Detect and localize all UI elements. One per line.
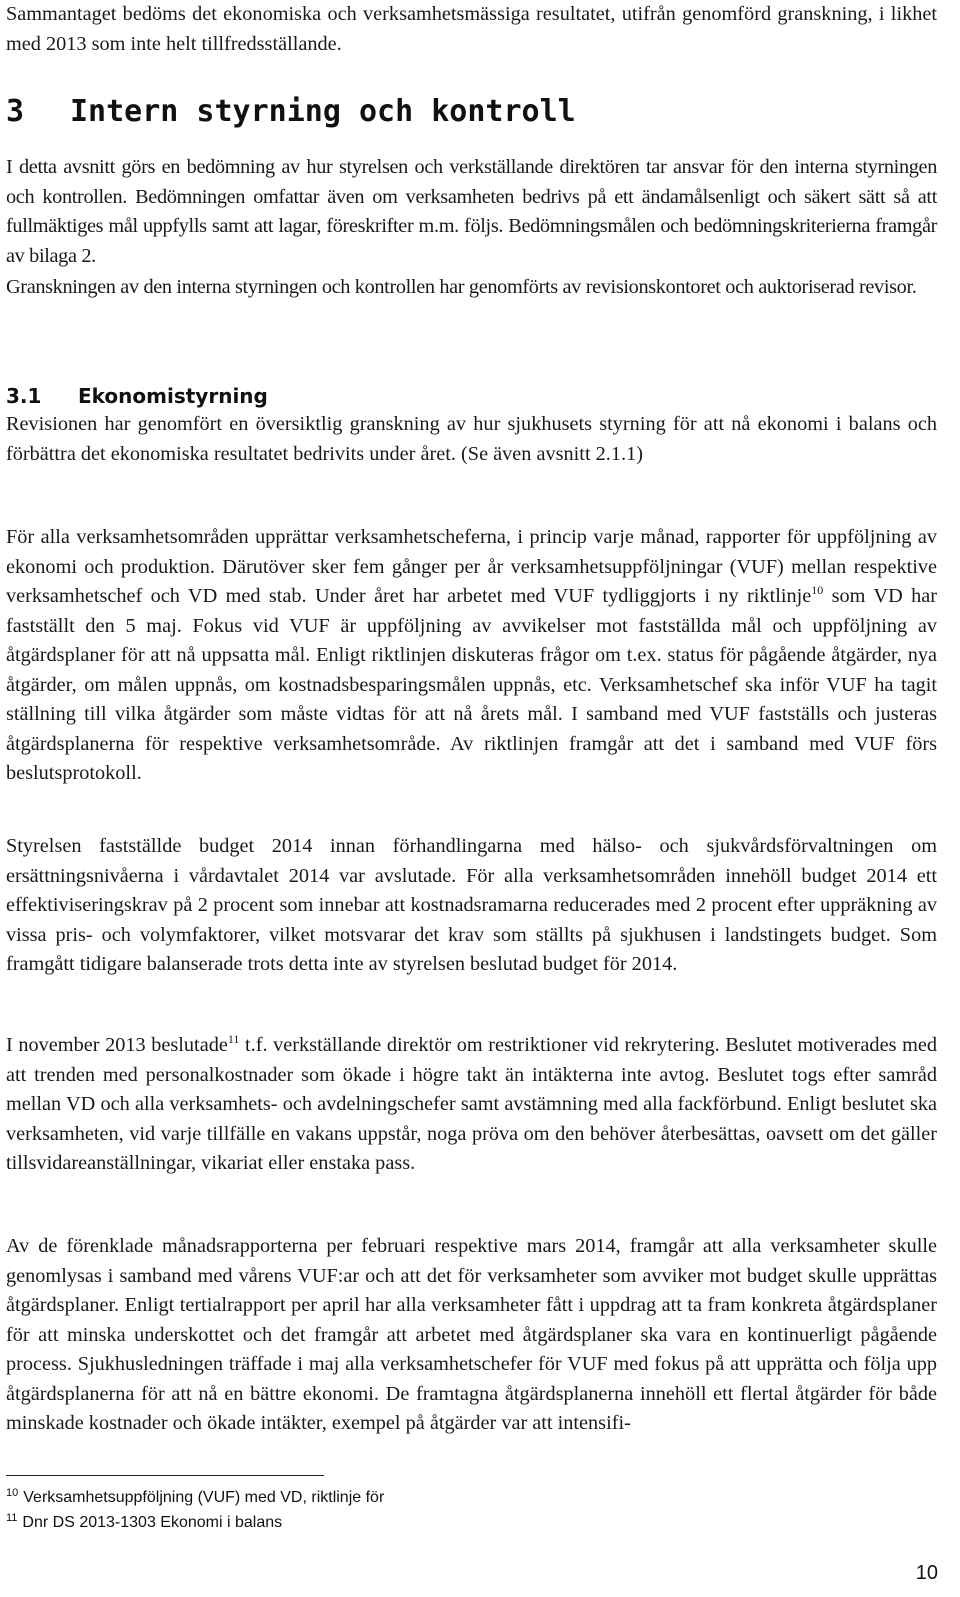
paragraph-text: som VD har fastställt den 5 maj. Fokus vid VUF är uppföljning av avvikelser mot fastställda mål och uppföljning av åtgärdsplaner för att nå uppsatta mål. Enligt riktlinjen diskuteras frågor om t.ex. status för pågående åtgärder, nya åtgärder, om målen uppnås, om kostnadsbesparingsmålen uppnås, etc. Verksamhetschef ska inför VUF ha tagit ställning till vilka åtgärder som måste vidtas för att nå årets mål. I samband med VUF fastställs och justeras åtgärdsplanerna för respektive verksamhetsområde. Av riktlinjen framgår att det i samband med VUF förs beslutsprotokoll. <box>6 585 937 784</box>
section-3-1-heading <box>6 382 268 410</box>
ekonomistyrning-paragraph-1: Revisionen har genomfört en översiktlig granskning av hur sjukhusets styrning för att nå ekonomi i balans och förbättra det ekonomiska resultatet bedrivits under året. (Se även avsnitt 2.1.1) <box>6 413 937 465</box>
footnote-text: Dnr DS 2013-1303 Ekonomi i balans <box>22 1514 283 1531</box>
footnote-divider <box>6 1475 324 1476</box>
ekonomistyrning-paragraph-3: Styrelsen fastställde budget 2014 innan förhandlingarna med hälso- och sjukvårdsförvaltningen om ersättningsnivåerna i vårdavtalet 2014 var avslutade. För alla verksamhetsområden innehöll budget 2014 ett effektiviseringskrav på 2 procent som innebar att kostnadsramarna reducerades med 2 procent efter uppräkning av vissa pris- och volymfaktorer, vilket motsvarar det krav som ställts på sjukhusen i landstingets budget. Som framgått tidigare balanserade trots detta inte av styrelsen beslutad budget för 2014. <box>6 835 937 975</box>
footnote-ref-10: 10 <box>811 583 824 598</box>
ekonomistyrning-paragraph-5: Av de förenklade månadsrapporterna per februari respektive mars 2014, framgår att alla verksamheter skulle genomlysas i samband med vårens VUF:ar och att det för verksamheter som avviker mot budget skulle upprättas åtgärdsplaner. Enligt tertialrapport per april har alla verksamheter fått i uppdrag att ta fram konkreta åtgärdsplaner för att minska underskottet och det framgår att arbetet med åtgärdsplaner ska vara en kontinuerligt pågående process. Sjukhusledningen träffade i maj alla verksamhetschefer för VUF med fokus på att upprätta och följa upp åtgärdsplanerna för att nå en bättre ekonomi. De framtagna åtgärdsplanerna innehöll ett flertal åtgärder för både minskade kostnader och ökade intäkter, exempel på åtgärder var att intensifi- <box>6 1235 937 1434</box>
page-number: 10 <box>915 1562 938 1584</box>
footnote-11 <box>6 1512 282 1534</box>
footnote-ref-11: 11 <box>227 1032 240 1047</box>
section-3-number: 3 <box>6 94 25 129</box>
section-3-1-number: 3.1 <box>6 384 42 408</box>
footnote-text: Verksamhetsuppföljning (VUF) med VD, riktlinje för <box>23 1489 385 1506</box>
footnote-number: 10 <box>6 1486 19 1499</box>
section-3-1-title: Ekonomistyrning <box>78 384 268 408</box>
footnote-10 <box>6 1487 384 1509</box>
paragraph-text: För alla verksamhetsområden upprättar verksamhetscheferna, i princip varje månad, rapporter för uppföljning av ekonomi och produktion. Därutöver sker fem gånger per år verksamhetsuppföljningar (VUF) mellan respektive verksamhetschef och VD med stab. Under året har arbetet med VUF tydliggjorts i ny riktlinje <box>6 526 937 607</box>
section-3-paragraph-2: Granskningen av den interna styrningen och kontrollen har genomförts av revisionskontoret och auktoriserad revisor. <box>6 276 917 298</box>
paragraph-text: I november 2013 beslutade <box>6 1034 228 1056</box>
section-3-heading <box>6 92 576 132</box>
section-3-title: Intern styrning och kontroll <box>70 94 576 129</box>
ekonomistyrning-paragraph-2 <box>6 523 937 789</box>
footnote-number: 11 <box>6 1511 18 1524</box>
ekonomistyrning-paragraph-4 <box>6 1031 937 1179</box>
paragraph-text: t.f. verkställande direktör om restriktioner vid rekrytering. Beslutet motiverades med att trenden med personalkostnader som ökade i högre takt än intäkterna inte avtog. Beslutet togs efter samråd mellan VD och alla verksamhets- och avdelningschefer samt avstämning med alla fackförbund. Enligt beslutet ska verksamheten, vid varje tillfälle en vakans uppstår, noga pröva om den behöver återbesättas, oavsett om det gäller tillsvidareanställningar, vikariat eller enstaka pass. <box>6 1034 937 1174</box>
intro-paragraph: Sammantaget bedöms det ekonomiska och verksamhetsmässiga resultatet, utifrån genomförd granskning, i likhet med 2013 som inte helt tillfredsställande. <box>6 3 937 55</box>
section-3-paragraph-1: I detta avsnitt görs en bedömning av hur styrelsen och verkställande direktören tar ansvar för den interna styrningen och kontrollen. Bedömningen omfattar även om verksamheten bedrivs på ett ändamålsenligt och säkert sätt så att fullmäktiges mål uppfylls samt att lagar, föreskrifter m.m. följs. Bedömningsmålen och bedömningskriterierna framgår av bilaga 2. <box>6 156 937 267</box>
